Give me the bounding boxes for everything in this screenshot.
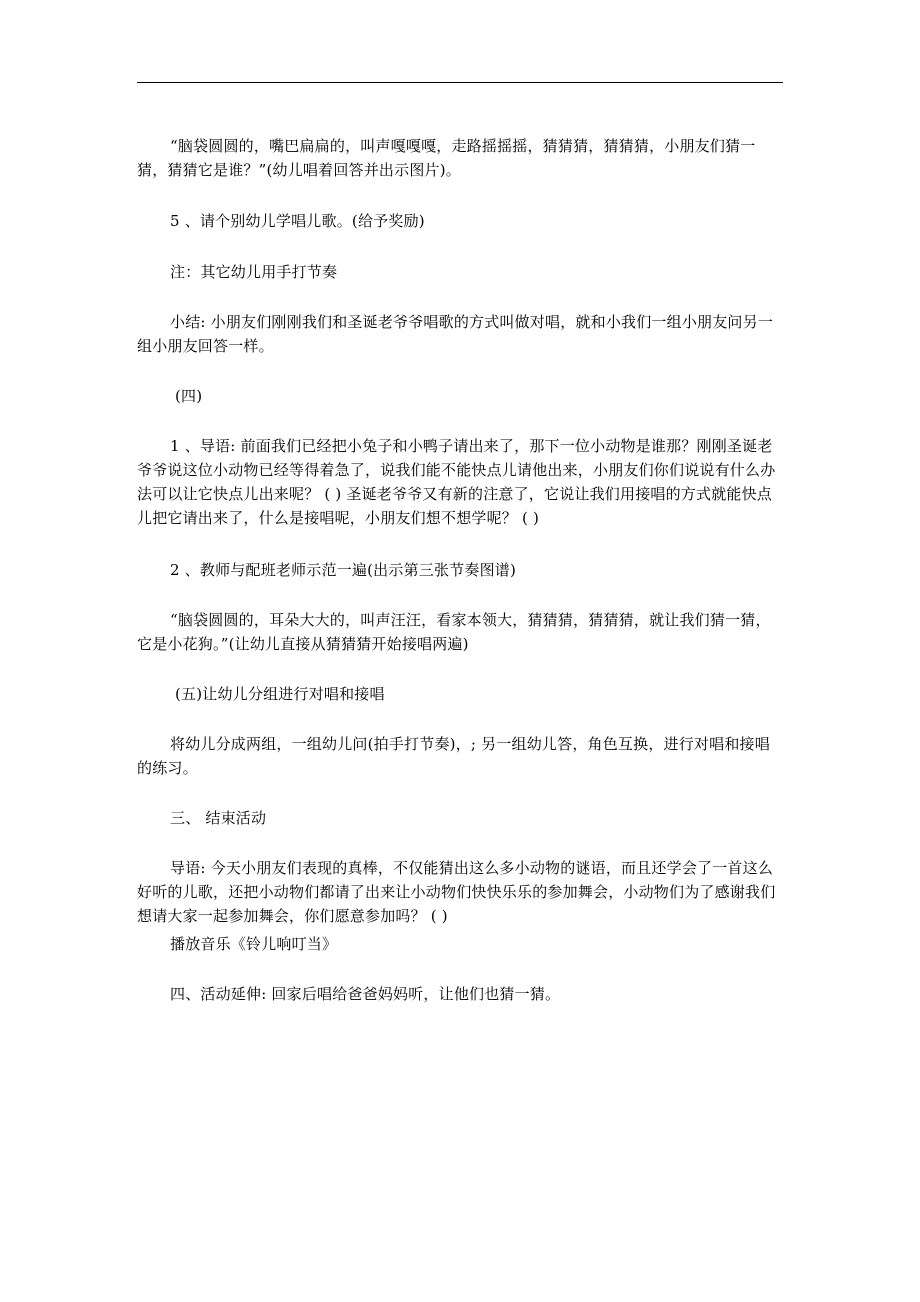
note-clapping: 注：其它幼儿用手打节奏	[170, 263, 338, 281]
song-lyrics-duck: “脑袋圆圆的，嘴巴扁扁的，叫声嘎嘎嘎，走路摇摇摇，猜猜猜，猜猜猜，小朋友们猜一猜，猜猜它是谁？”(幼儿唱着回答并出示图片)。	[137, 137, 756, 179]
step-1-intro-relay: 1 、导语: 前面我们已经把小兔子和小鸭子请出来了，那下一位小动物是谁那？刚刚圣诞老爷爷说这位小动物已经等得着急了，说我们能不能快点儿请他出来，小朋友们你们说说有什么办法可以让它快点儿出来呢？ ( ) 圣诞老爷爷又有新的注意了，它说让我们用接唱的方式就能快点儿把它请出来了，什么是接唱呢，小朋友们想不想学呢？ ( )	[137, 437, 776, 527]
play-music: 播放音乐《铃儿响叮当》	[170, 935, 338, 953]
section-three-end-activity: 三、 结束活动	[170, 809, 267, 827]
section-four-extension: 四、活动延伸: 回家后唱给爸爸妈妈听，让他们也猜一猜。	[170, 985, 561, 1003]
section-five-heading: (五)让幼儿分组进行对唱和接唱	[175, 685, 385, 703]
closing-guide: 导语: 今天小朋友们表现的真棒，不仅能猜出这么多小动物的谜语，而且还学会了一首这么好听的儿歌，还把小动物们都请了出来让小动物们快快乐乐的参加舞会，小动物们为了感谢我们想请大家一起参加舞会，你们愿意参加吗？ ( )	[137, 859, 776, 925]
step-2-teacher-demo: 2 、教师与配班老师示范一遍(出示第三张节奏图谱)	[170, 561, 517, 579]
summary-duet: 小结: 小朋友们刚刚我们和圣诞老爷爷唱歌的方式叫做对唱，就和小我们一组小朋友问另一组小朋友回答一样。	[137, 313, 774, 355]
section-four-heading: (四)	[175, 387, 203, 405]
step-5-individual-singing: 5 、请个别幼儿学唱儿歌。(给予奖励)	[170, 212, 425, 230]
group-practice: 将幼儿分成两组，一组幼儿问(拍手打节奏)，; 另一组幼儿答，角色互换，进行对唱和接唱的练习。	[137, 735, 770, 777]
header-rule	[137, 82, 783, 83]
song-lyrics-dog: “脑袋圆圆的，耳朵大大的，叫声汪汪，看家本领大，猜猜猜，猜猜猜，就让我们猜一猜，它是小花狗。”(让幼儿直接从猜猜猜开始接唱两遍)	[137, 611, 771, 653]
